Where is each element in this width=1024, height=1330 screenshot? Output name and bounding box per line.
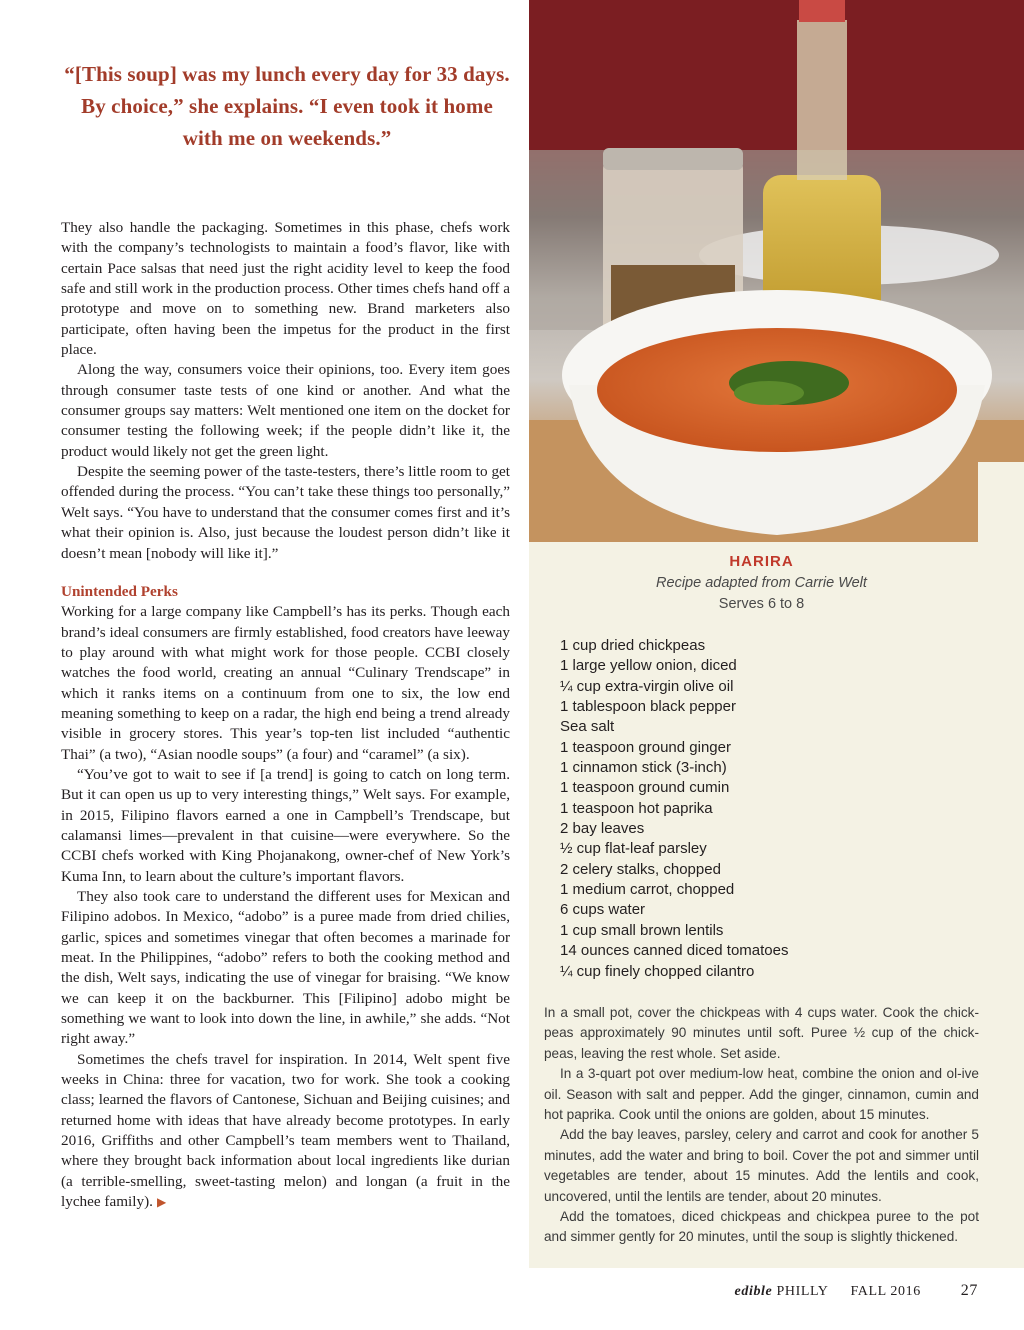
- article-paragraph: They also took care to understand the different uses for Mexican and Filipino adobos. In Mexico, “adobo” is a puree made from dried chilies, garlic, spices and sometimes vinegar that often becomes a marinade for meat. In the Philippines, “adobo” refers to both the cooking method and the dish, Welt says, indicating the use of vinegar for braising. “We know we can keep it on the backburner. This [Filipino] adobo might be something we want to look into down the line, in awhile,” she adds. “Not right away.”: [61, 888, 510, 1048]
- ingredient-item: 1 cinnamon stick (3-inch): [560, 759, 727, 777]
- publication-name-italic: edible: [734, 1284, 773, 1299]
- article-paragraph: Along the way, consumers voice their opinions, too. Every item goes through consumer taste tests of one kind or another. And what the consumer groups say matters: Welt mentioned one item on the docket for consumer testing the following week; if the people didn’t like it, the product would likely not get the green light.: [61, 361, 510, 460]
- issue-season: FALL 2016: [850, 1284, 921, 1299]
- ingredient-list: [560, 636, 789, 982]
- cilantro-garnish-highlight: [734, 381, 804, 405]
- ingredient-item: 14 ounces canned diced tomatoes: [560, 942, 789, 960]
- ingredient-item: 1 large yellow onion, diced: [560, 657, 737, 675]
- soup-photo: [529, 0, 1024, 542]
- direction-step: Add the bay leaves, parsley, celery and carrot and cook for another 5 minutes, add the water and bring to boil. Cover the pot and simmer until vegetables are tender, about 15 minutes. Add the lentils and cook, uncovered, until the lentils are tender, about 20 minutes.: [544, 1127, 979, 1204]
- end-of-article-triangle-icon: ▶: [156, 1195, 167, 1210]
- recipe-serves: Serves 6 to 8: [718, 596, 805, 612]
- recipe-title: HARIRA: [729, 553, 794, 570]
- ingredient-item: 2 bay leaves: [560, 820, 645, 838]
- recipe-directions: [544, 1003, 979, 1248]
- direction-step: In a 3-quart pot over medium-low heat, combine the onion and ol-ive oil. Season with salt and pepper. Add the ginger, cinnamon, cumin and hot paprika. Cook until the onions are golden, about 15 minutes.: [544, 1066, 979, 1123]
- ingredient-item: ¼ cup finely chopped cilantro: [560, 962, 755, 980]
- ingredient-item: 1 tablespoon black pepper: [560, 698, 736, 716]
- ingredient-item: 1 teaspoon ground ginger: [560, 738, 731, 756]
- ingredient-item: 2 celery stalks, chopped: [560, 860, 721, 878]
- section-subhead: Unintended Perks: [61, 582, 178, 600]
- red-wall-backdrop: [529, 0, 1024, 150]
- ingredient-item: 1 cup dried chickpeas: [560, 637, 706, 654]
- ingredient-item: 6 cups water: [560, 901, 646, 919]
- article-last-text: Sometimes the chefs travel for inspiration. In 2014, Welt spent five weeks in China: three for vacation, two for work. She took a cooking class; learned the flavors of Cantonese, Sichuan and Beijing cuisines; and returned home with ideas that have already become prototypes. In early 2016, Griffiths and other Campbell’s team members went to Thailand, where they brought back information about local ingredients like durian (a terrible-smelling, sweet-tasting melon) and longan (a fruit in the lychee family).: [61, 1050, 510, 1211]
- ingredient-item: ¼ cup extra-virgin olive oil: [560, 677, 734, 695]
- ingredient-item: 1 cup small brown lentils: [560, 921, 724, 939]
- ingredient-item: 1 medium carrot, chopped: [560, 881, 735, 899]
- article-paragraph: Despite the seeming power of the taste-testers, there’s little room to get offended during the process. “You can’t take these things too personally,” Welt says. “You have to understand that the consumer comes first and it’s what their opinion is. Also, just because the loudest person didn’t like it doesn’t mean [nobody will like it].”: [61, 463, 510, 562]
- oil-bottle-stopper: [799, 0, 845, 22]
- ingredient-item: Sea salt: [560, 718, 615, 736]
- direction-step: In a small pot, cover the chickpeas with 4 cups water. Cook the chick-peas approximately 90 minutes until soft. Puree ½ cup of the chick-peas, leaving the rest whole. Set aside.: [544, 1005, 979, 1061]
- ingredient-item: ½ cup flat-leaf parsley: [560, 840, 707, 858]
- recipe-credit: Recipe adapted from Carrie Welt: [656, 575, 867, 591]
- sidebar-tab-background: [978, 462, 1024, 542]
- page-footer: [735, 1282, 978, 1300]
- article-paragraph-last: [61, 1050, 510, 1213]
- ingredient-item: 1 teaspoon hot paprika: [560, 799, 713, 817]
- soup-photo-illustration: [529, 0, 1024, 542]
- page-number: 27: [960, 1282, 978, 1299]
- publication-name-rest: PHILLY: [776, 1284, 829, 1299]
- article-paragraph: Working for a large company like Campbell’s has its perks. Though each brand’s ideal consumers are firmly established, food creators have leeway to play around with what might work for those people. CCBI closely watches the food world, creating an annual “Culinary Trendscape” in which it ranks items on a continuum from one to six, the low end meaning something to keep on a radar, the high end being a trend already visible in grocery stores. This year’s top-ten list included “authentic Thai” (a two), “Asian noodle soups” (a four) and “caramel” (a six).: [61, 603, 510, 763]
- direction-step: Add the tomatoes, diced chickpeas and chickpea puree to the pot and simmer gently for 20 minutes, until the soup is slightly thickened.: [544, 1209, 979, 1245]
- spice-jar-lid: [603, 148, 743, 170]
- article-paragraph: They also handle the packaging. Sometimes in this phase, chefs work with the company’s technologists to maintain a food’s flavor, like with certain Pace salsas that need just the right acidity level to keep the food safe and still work in the production process. Other times chefs hand off a prototype and move on to something new. Brand marketers also participate, often having been the impetus for the product in the first place.: [61, 219, 510, 359]
- publication-name: [735, 1284, 829, 1299]
- pull-quote: “[This soup] was my lunch every day for 33 days. By choice,” she explains. “I even took it home with me on weekends.”: [64, 62, 510, 150]
- oil-bottle-neck: [797, 20, 847, 180]
- article-paragraph: “You’ve got to wait to see if [a trend] is going to catch on long term. But it can open us up to very interesting things,” Welt says. For example, in 2015, Filipino flavors earned a one in Campbell’s Trendscape, but calamansi limes—prevalent in that cuisine—were everywhere. So the CCBI chefs worked with King Phojanakong, owner-chef of New York’s Kuma Inn, to learn about the culture’s important flavors.: [61, 765, 510, 885]
- article-body: [61, 218, 510, 1213]
- ingredient-item: 1 teaspoon ground cumin: [560, 779, 730, 797]
